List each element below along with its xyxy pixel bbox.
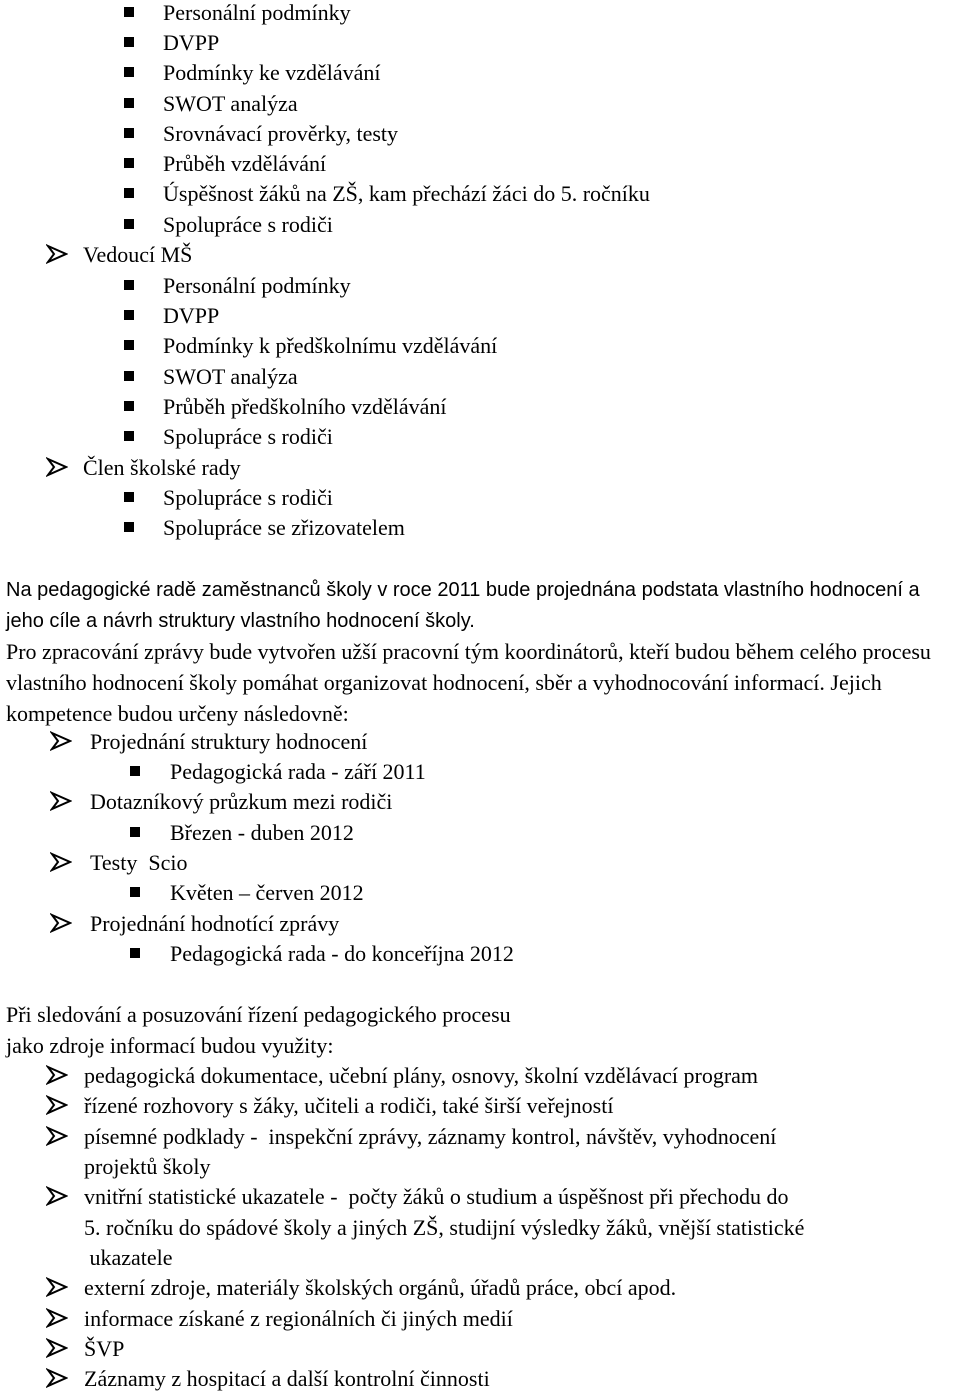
square-bullet-icon <box>124 128 134 138</box>
square-bullet-icon <box>124 340 134 350</box>
square-bullet-icon <box>124 67 134 77</box>
arrow-bullet-icon <box>46 1308 68 1328</box>
square-bullet-icon <box>124 158 134 168</box>
square-bullet-icon <box>124 371 134 381</box>
arrow-bullet-icon <box>50 852 72 872</box>
square-bullet-icon <box>130 766 140 776</box>
arrow-bullet-icon <box>46 1368 68 1388</box>
arrow-bullet-icon <box>46 1126 68 1146</box>
square-bullet-icon <box>124 98 134 108</box>
square-bullet-icon <box>124 7 134 17</box>
square-bullet-icon <box>124 280 134 290</box>
square-bullet-icon <box>124 37 134 47</box>
arrow-bullet-icon <box>50 731 72 751</box>
arrow-bullet-icon <box>46 1338 68 1358</box>
square-bullet-icon <box>124 310 134 320</box>
square-bullet-icon <box>124 401 134 411</box>
arrow-bullet-icon <box>46 1186 68 1206</box>
square-bullet-icon <box>124 431 134 441</box>
arrow-bullet-icon <box>50 913 72 933</box>
arrow-bullet-icon <box>46 1277 68 1297</box>
square-bullet-icon <box>124 492 134 502</box>
square-bullet-icon <box>124 522 134 532</box>
square-bullet-icon <box>130 948 140 958</box>
arrow-bullet-icon <box>46 1095 68 1115</box>
arrow-bullet-icon <box>46 1065 68 1085</box>
square-bullet-icon <box>130 887 140 897</box>
paragraph-pracovni-tym: Pro zpracování zprávy bude vytvořen užší pracovní tým koordinátorů, kteří budou během celého procesu vlastního hodnocení školy pomáhat organizovat hodnocení, sběr a vyhodnocování informací. Jejich kompetence budou určeny následovně: <box>6 639 931 726</box>
arrow-bullet-icon <box>46 457 68 477</box>
sources-intro-line1: Při sledování a posuzování řízení pedagogického procesu <box>6 1002 511 1027</box>
square-bullet-icon <box>130 827 140 837</box>
square-bullet-icon <box>124 219 134 229</box>
arrow-bullet-icon <box>50 791 72 811</box>
paragraph-pedagogicka-rada: Na pedagogické radě zaměstnanců školy v roce 2011 bude projednána podstata vlastního hodnocení a jeho cíle a návrh struktury vlastního hodnocení školy. <box>6 579 920 632</box>
square-bullet-icon <box>124 188 134 198</box>
arrow-bullet-icon <box>46 244 68 264</box>
sources-intro-line2: jako zdroje informací budou využity: <box>6 1033 334 1058</box>
